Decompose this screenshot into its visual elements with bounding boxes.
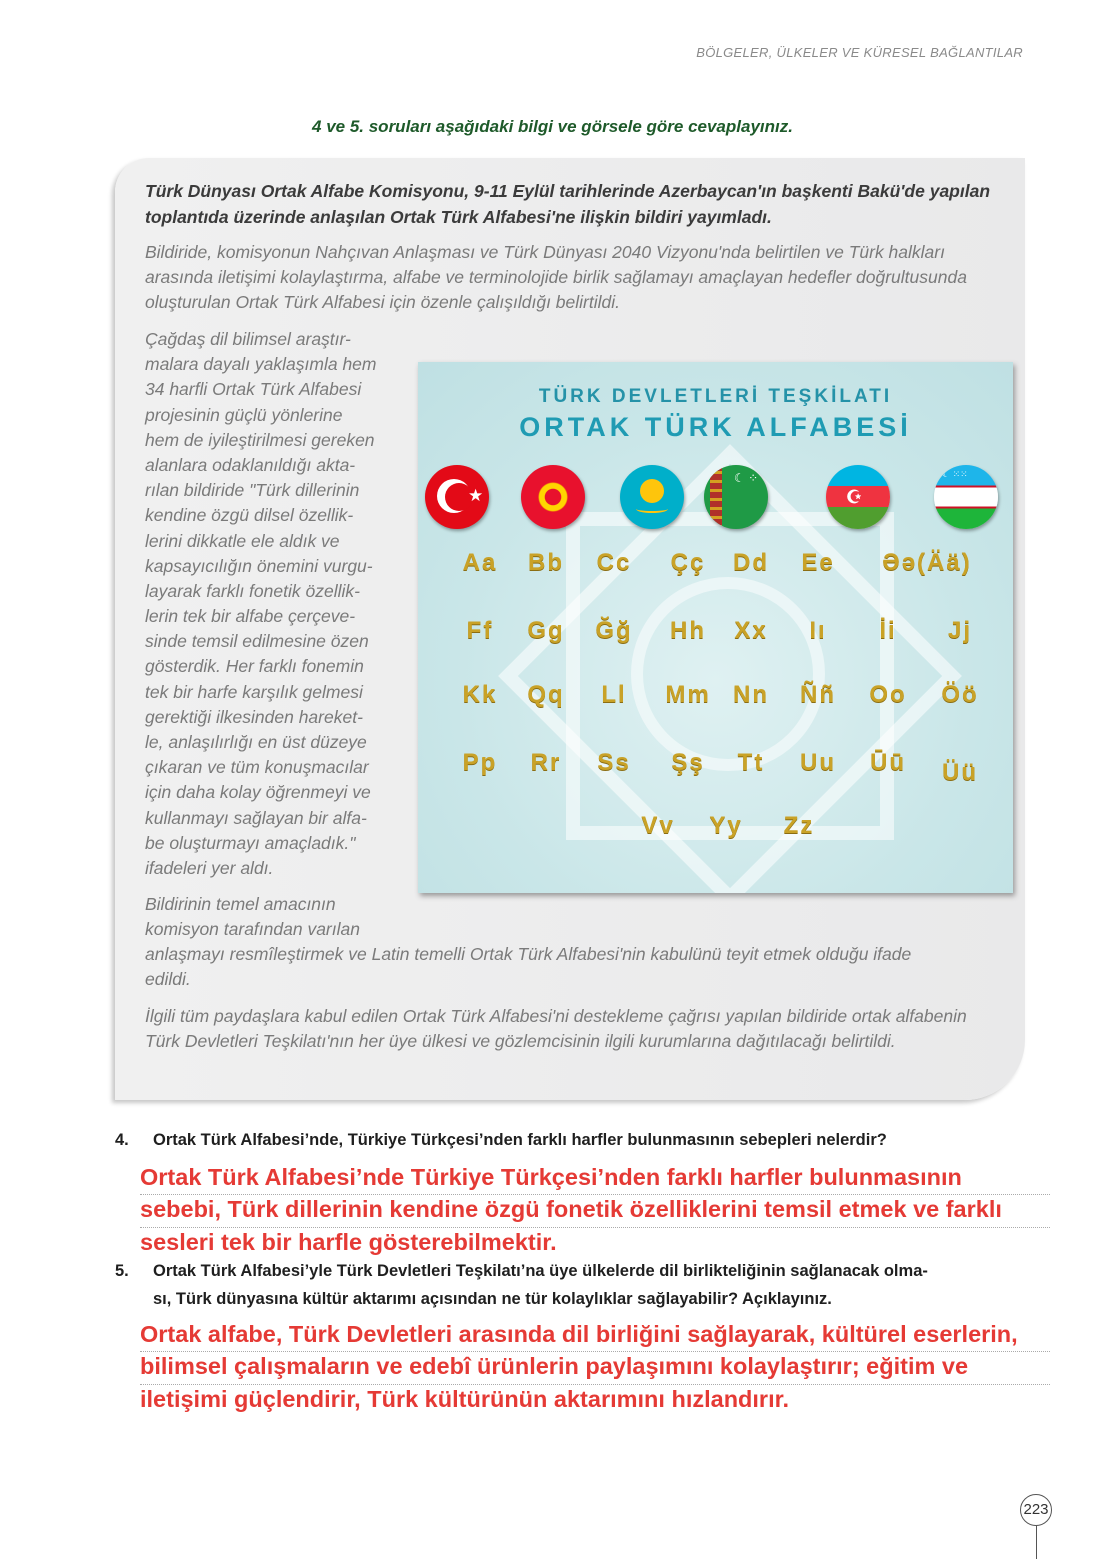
alphabet-letter: Rr xyxy=(530,749,562,776)
turkmenistan-flag-icon: ☾ ⁘ xyxy=(704,465,768,529)
alphabet-letter: Vv xyxy=(641,812,675,839)
alphabet-figure xyxy=(418,362,1013,893)
alphabet-letter: Ll xyxy=(601,681,627,708)
running-header: BÖLGELER, ÜLKELER VE KÜRESEL BAĞLANTILAR xyxy=(696,45,1023,60)
alphabet-letter: Dd xyxy=(733,549,769,576)
alphabet-letter: Zz xyxy=(783,812,815,839)
text-line: rılan bildiride "Türk dillerinin xyxy=(145,480,360,501)
alphabet-letter: Aa xyxy=(462,549,498,576)
alphabet-letter: Ññ xyxy=(800,681,836,708)
alphabet-letter: Uu xyxy=(800,749,836,776)
question-number: 5. xyxy=(115,1262,129,1280)
kazakhstan-flag-icon xyxy=(620,465,684,529)
alphabet-letter: Pp xyxy=(462,749,498,776)
page-number-line xyxy=(1036,1525,1037,1559)
text-line: malara dayalı yaklaşımla hem xyxy=(145,354,377,375)
alphabet-letter: Çç xyxy=(670,549,706,576)
text-line: çıkaran ve tüm konuşmacılar xyxy=(145,757,369,778)
alphabet-letter: Cc xyxy=(596,549,632,576)
text-line: ifadeleri yer aldı. xyxy=(145,857,274,878)
text-line: Çağdaş dil bilimsel araştır- xyxy=(145,329,351,349)
text-line: için daha kolay öğrenmeyi ve xyxy=(145,782,371,803)
text-line: gerektiği ilkesinden hareket- xyxy=(145,706,363,727)
alphabet-letter: Tt xyxy=(737,749,765,776)
text-line: tek bir harfe karşılık gelmesi xyxy=(145,681,363,702)
answer-4 xyxy=(140,1163,1050,1259)
info-paragraph-3 xyxy=(145,892,1005,992)
info-lead-paragraph: Türk Dünyası Ortak Alfabe Komisyonu, 9-11 Eylül tarihlerinde Azerbaycan'ın başkenti Bakü'de yapılan toplantıda üzerinde anlaşılan Ortak Türk Alfabesi'ne ilişkin bildiri yayımladı. xyxy=(145,181,991,227)
answer-line: sesleri tek bir harfle gösterebilmektir. xyxy=(140,1228,557,1255)
alphabet-letter: Xx xyxy=(734,617,768,644)
info-left-column xyxy=(145,327,405,881)
answer-5 xyxy=(140,1320,1050,1416)
question-5 xyxy=(115,1257,928,1313)
text-line: kullanmayı sağlayan bir alfa- xyxy=(145,807,367,828)
alphabet-letter: Qq xyxy=(527,681,565,708)
alphabet-letter: Ee xyxy=(801,549,835,576)
figure-title-org: TÜRK DEVLETLERİ TEŞKİLATI xyxy=(538,386,893,407)
alphabet-letter: Ss xyxy=(597,749,631,776)
text-line: sinde temsil edilmesine özen xyxy=(145,631,369,652)
alphabet-letter: Iı xyxy=(809,617,827,644)
alphabet-letter: Hh xyxy=(670,617,706,644)
text-line: komisyon tarafından varılan xyxy=(145,919,360,939)
question-text: Ortak Türk Alfabesi’nde, Türkiye Türkçesi’nden farklı harfler bulunmasının sebepleri nelerdir? xyxy=(153,1131,887,1149)
alphabet-letter: Öö xyxy=(941,681,979,708)
alphabet-letter: Üü xyxy=(942,759,978,786)
text-line: be oluşturmayı amaçladık." xyxy=(145,832,356,853)
text-line: lerin tek bir alfabe çerçeve- xyxy=(145,606,356,627)
answer-line: sebebi, Türk dillerinin kendine özgü fonetik özelliklerini temsil etmek ve farklı xyxy=(140,1195,1050,1227)
text-line: kapsayıcılığın önemini vurgu- xyxy=(145,555,373,576)
turkey-flag-icon: ★ xyxy=(425,465,489,529)
text-line: alanlara odaklanıldığı akta- xyxy=(145,454,356,475)
text-line: projesinin güçlü yönlerine xyxy=(145,404,343,425)
kyrgyzstan-flag-icon xyxy=(521,465,585,529)
text-line: gösterdik. Her farklı fonemin xyxy=(145,656,364,677)
alphabet-letter: Ff xyxy=(466,617,494,644)
text-line: layarak farklı fonetik özellik- xyxy=(145,580,360,601)
alphabet-letter: Yy xyxy=(709,812,743,839)
info-paragraph-4: İlgili tüm paydaşlara kabul edilen Ortak Türk Alfabesi'ni destekleme çağrısı yapılan bildiride ortak alfabenin Türk Devletleri Teşkilatı'nın her üye ülkesi ve gözlemcisinin ilgili kurumlarına dağıtılacağı belirtildi. xyxy=(145,1006,967,1051)
text-line: le, anlaşılırlığı en üst düzeye xyxy=(145,732,367,752)
text-line: anlaşmayı resmîleştirmek ve Latin temelli Ortak Türk Alfabesi'nin kabulünü teyit etmek olduğu ifade xyxy=(145,944,912,964)
alphabet-letter: Oo xyxy=(869,681,907,708)
info-paragraph-2: Bildiride, komisyonun Nahçıvan Anlaşması ve Türk Dünyası 2040 Vizyonu'nda belirtilen ve Türk halkları arasında iletişimi kolaylaştırma, alfabe ve terminolojide birlik sağlamayı amaçlayan hedefler doğrultusunda oluşturulan Ortak Türk Alfabesi için özenle çalışıldığı belirtildi. xyxy=(145,242,967,312)
answer-line: Ortak alfabe, Türk Devletleri arasında dil birliğini sağlayarak, kültürel eserlerin, xyxy=(140,1320,1050,1352)
emblem-ring xyxy=(631,577,825,771)
alphabet-letter: Jj xyxy=(947,617,973,644)
alphabet-letter: Kk xyxy=(462,681,498,708)
answer-line: bilimsel çalışmaların ve edebî ürünlerin paylaşımını kolaylaştırır; eğitim ve xyxy=(140,1352,1050,1384)
question-text: Ortak Türk Alfabesi’yle Türk Devletleri Teşkilatı’na üye ülkelerde dil birlikteliğinin sağlanacak olma- xyxy=(153,1262,928,1280)
question-text: sı, Türk dünyasına kültür aktarımı açısından ne tür kolaylıklar sağlayabilir? Açıklayınız. xyxy=(153,1290,832,1308)
text-line: edildi. xyxy=(145,969,191,989)
alphabet-letter: Bb xyxy=(528,549,564,576)
alphabet-letter: Şş xyxy=(671,749,705,776)
instruction: 4 ve 5. soruları aşağıdaki bilgi ve görsele göre cevaplayınız. xyxy=(312,117,793,136)
azerbaijan-flag-icon: ☪ xyxy=(826,465,890,529)
uzbekistan-flag-icon: ☾ ⁙⁙ xyxy=(934,465,998,529)
figure-title-alphabet: ORTAK TÜRK ALFABESİ xyxy=(519,412,912,442)
page-number: 223 xyxy=(1020,1494,1052,1526)
question-4 xyxy=(115,1131,887,1150)
alphabet-letter: Gg xyxy=(527,617,565,644)
text-line: lerini dikkatle ele aldık ve xyxy=(145,530,340,551)
alphabet-letter: Əə(Ää) xyxy=(882,549,972,576)
alphabet-letter: Ūū xyxy=(870,749,906,776)
alphabet-letter: Nn xyxy=(733,681,769,708)
alphabet-letter: İi xyxy=(879,617,897,644)
text-line: Bildirinin temel amacının xyxy=(145,894,336,914)
alphabet-letter: Mm xyxy=(665,681,711,708)
text-line: hem de iyileştirilmesi gereken xyxy=(145,429,375,450)
text-line: 34 harfli Ortak Türk Alfabesi xyxy=(145,379,362,400)
answer-line: Ortak Türk Alfabesi’nde Türkiye Türkçesi’nden farklı harfler bulunmasının xyxy=(140,1163,1050,1195)
question-number: 4. xyxy=(115,1131,129,1149)
answer-line: iletişimi güçlendirir, Türk kültürünün aktarımını hızlandırır. xyxy=(140,1385,789,1412)
alphabet-letter: Ğğ xyxy=(595,617,633,644)
text-line: kendine özgü dilsel özellik- xyxy=(145,505,354,526)
